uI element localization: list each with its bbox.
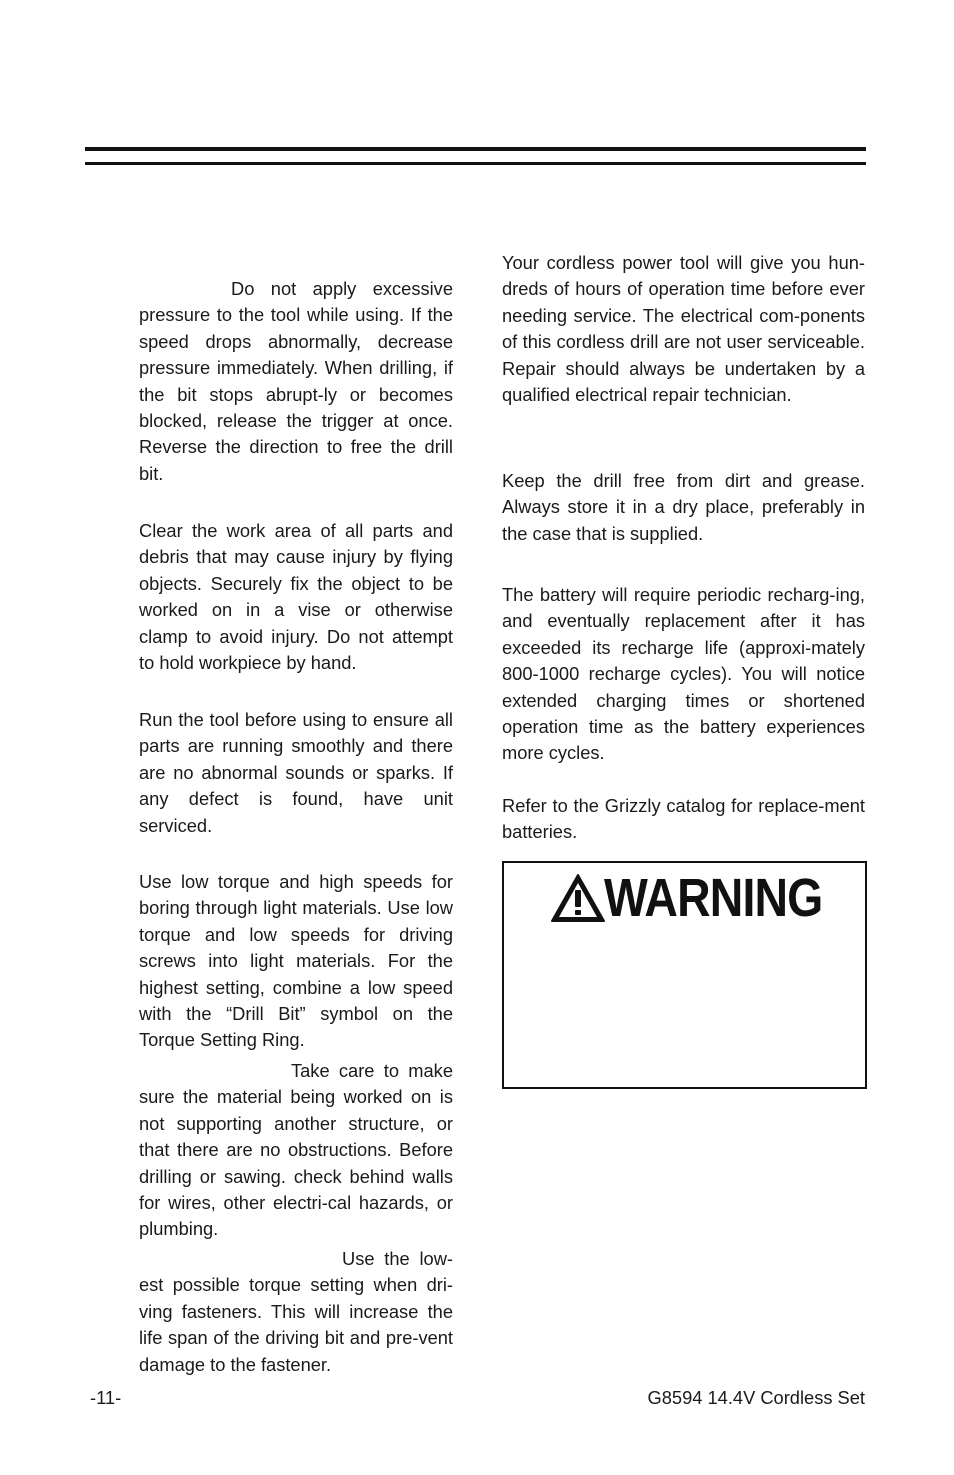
warning-triangle-icon	[550, 873, 606, 923]
header-rule-top	[85, 147, 866, 151]
left-paragraph-6: Use the low-est possible torque setting when dri-ving fasteners. This will increase the life span of the driving bit and pre-vent damage to the fastener.	[139, 1248, 453, 1375]
model-name: G8594 14.4V Cordless Set	[647, 1387, 865, 1408]
warning-box	[502, 861, 867, 1089]
left-paragraph-1: Do not apply excessive pressure to the tool while using. If the speed drops abnormally, decrease pressure immediately. When drilling, if the bit stops abrupt-ly or becomes blocked, release the trigger at once. Reverse the direction to free the drill bit.	[139, 278, 453, 484]
header-rule-bottom	[85, 162, 866, 165]
right-paragraph-1: Your cordless power tool will give you hun-dreds of hours of operation time before ever needing service. The electrical com-ponents of this cordless drill are not user serviceable. Repair should always be undertaken by a qualified electrical repair technician.	[502, 252, 865, 406]
right-paragraph-3: The battery will require periodic recharg-ing, and eventually replacement after it has exceeded its recharge life (approxi-mately 800-1000 recharge cycles). You will notice extended charging times or shortened operation time as the battery experiences more cycles.	[502, 584, 865, 764]
left-paragraph-3: Run the tool before using to ensure all parts are running smoothly and there are no abnormal sounds or sparks. If any defect is found, have unit serviced.	[139, 709, 453, 836]
left-paragraph-4: Use low torque and high speeds for boring through light materials. Use low torque and low speeds for driving screws into light materials. For the highest setting, combine a low speed with the “Drill Bit” symbol on the Torque Setting Ring.	[139, 871, 453, 1051]
right-paragraph-2: Keep the drill free from dirt and grease. Always store it in a dry place, preferably in the case that is supplied.	[502, 470, 865, 544]
left-paragraph-2: Clear the work area of all parts and debris that may cause injury by flying objects. Securely fix the object to be worked on in a vise or otherwise clamp to avoid injury. Do not attempt to hold workpiece by hand.	[139, 520, 453, 674]
right-paragraph-4: Refer to the Grizzly catalog for replace-ment batteries.	[502, 795, 865, 843]
page-number: -11-	[90, 1387, 122, 1408]
warning-header	[550, 868, 858, 928]
left-paragraph-5: Take care to make sure the material being worked on is not supporting another structure, or that there are no obstructions. Before drilling or sawing. check behind walls for wires, other electri-cal hazards, or plumbing.	[139, 1060, 453, 1240]
warning-label: WARNING	[604, 868, 823, 928]
